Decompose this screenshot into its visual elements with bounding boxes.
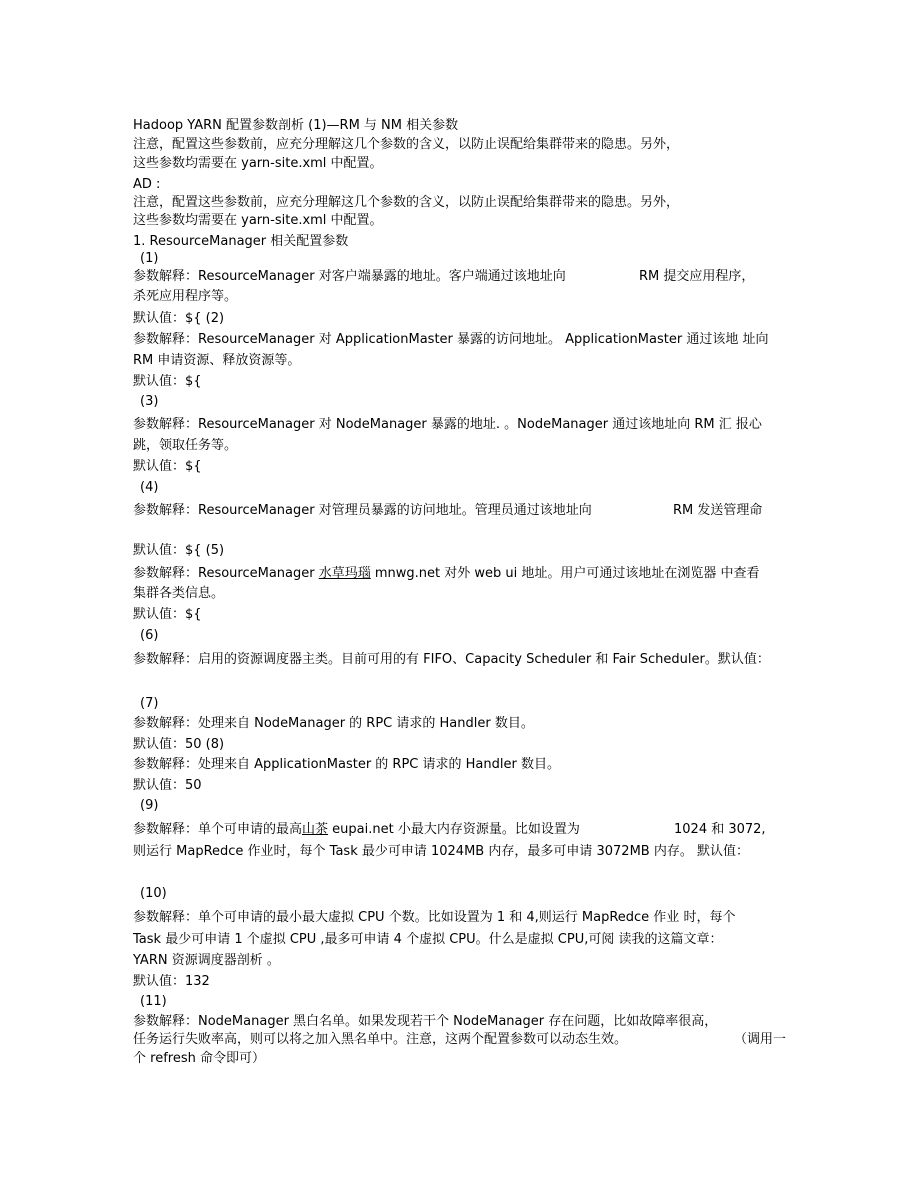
text-line: 跳，领取任务等。 [133, 438, 238, 453]
inline-link[interactable]: 水草玛瑙 [318, 566, 371, 581]
text-segment: 参数解释：ResourceManager 对客户端暴露的地址。客户端通过该地址向 [133, 269, 566, 284]
param-number: (7) [140, 696, 159, 711]
default-value: 默认值：${ [133, 607, 202, 622]
default-value: 默认值：${ (2) [133, 311, 225, 326]
default-value: 默认值：50 (8) [133, 737, 225, 752]
text-segment-right: RM 发送管理命 [673, 503, 763, 518]
text-line: 注意，配置这些参数前，应充分理解这几个参数的含义，以防止误配给集群带来的隐患。另外， [133, 195, 680, 210]
text-line: 参数解释：NodeManager 黑白名单。如果发现若干个 NodeManager 存在问题，比如故障率很高， [133, 1014, 718, 1029]
text-segment: 参数解释：ResourceManager [133, 566, 319, 581]
param-number: (11) [140, 994, 167, 1009]
text-segment: 参数解释：ResourceManager 对管理员暴露的访问地址。管理员通过该地址向 [133, 503, 592, 518]
param-number: (1) [140, 251, 159, 266]
document-title: Hadoop YARN 配置参数剖析 (1)—RM 与 NM 相关参数 [133, 118, 459, 133]
text-line [133, 1031, 787, 1048]
default-value: 默认值：${ [133, 374, 202, 389]
text-line: 集群各类信息。 [133, 586, 225, 601]
text-segment-right: 1024 和 3072, [674, 822, 766, 837]
text-segment-right: RM 提交应用程序， [639, 269, 755, 284]
default-value: 默认值：132 [133, 974, 210, 989]
default-value: 默认值：50 [133, 778, 202, 793]
text-line [133, 268, 755, 285]
text-line: 个 refresh 命令即可） [133, 1051, 265, 1066]
text-line: 参数解释：处理来自 ApplicationMaster 的 RPC 请求的 Handler 数目。 [133, 757, 560, 772]
text-line: YARN 资源调度器剖析 。 [133, 953, 280, 968]
param-number: (4) [140, 480, 159, 495]
default-value: 默认值：${ [133, 459, 202, 474]
text-line: 注意，配置这些参数前，应充分理解这几个参数的含义，以防止误配给集群带来的隐患。另外， [133, 137, 680, 152]
text-line [133, 502, 763, 519]
text-line: 参数解释：处理来自 NodeManager 的 RPC 请求的 Handler 数目。 [133, 716, 534, 731]
text-line: 参数解释：ResourceManager 对 NodeManager 暴露的地址. 。NodeManager 通过该地址向 RM 汇 报心 [133, 417, 762, 432]
text-line: 这些参数均需要在 yarn-site.xml 中配置。 [133, 156, 383, 171]
param-number: (3) [140, 394, 159, 409]
inline-link[interactable]: 山茶 [302, 822, 329, 837]
param-number: (6) [140, 628, 159, 643]
text-line: Task 最少可申请 1 个虚拟 CPU ,最多可申请 4 个虚拟 CPU。什么是虚拟 CPU,可阅 读我的这篇文章： [133, 932, 723, 947]
text-line: 参数解释：启用的资源调度器主类。目前可用的有 FIFO、Capacity Scheduler 和 Fair Scheduler。默认值： [133, 652, 770, 667]
text-line: 参数解释：单个可申请的最小最大虚拟 CPU 个数。比如设置为 1 和 4,则运行 MapRedce 作业 时，每个 [133, 910, 736, 925]
text-segment: mnwg.net 对外 web ui 地址。用户可通过该地址在浏览器 中查看 [370, 566, 760, 581]
param-number: (10) [140, 886, 167, 901]
text-line [133, 565, 760, 582]
section-heading: 1. ResourceManager 相关配置参数 [133, 234, 349, 249]
text-segment: eupai.net 小最大内存资源量。比如设置为 [328, 822, 580, 837]
default-value: 默认值：${ (5) [133, 543, 225, 558]
text-line: RM 申请资源、释放资源等。 [133, 353, 301, 368]
text-segment: 参数解释：单个可申请的最高 [133, 822, 303, 837]
text-line: 杀死应用程序等。 [133, 289, 238, 304]
text-line: 参数解释：ResourceManager 对 ApplicationMaster 暴露的访问地址。 ApplicationMaster 通过该地 址向 [133, 332, 769, 347]
text-segment: 任务运行失败率高，则可以将之加入黑名单中。注意，这两个配置参数可以动态生效。 [133, 1032, 628, 1047]
text-line: 则运行 MapRedce 作业时，每个 Task 最少可申请 1024MB 内存，最多可申请 3072MB 内存。 默认值： [133, 844, 749, 859]
text-line: AD : [133, 177, 161, 192]
text-segment-right: （调用一 [734, 1032, 787, 1047]
text-line [133, 821, 766, 838]
param-number: (9) [140, 798, 159, 813]
text-line: 这些参数均需要在 yarn-site.xml 中配置。 [133, 213, 383, 228]
